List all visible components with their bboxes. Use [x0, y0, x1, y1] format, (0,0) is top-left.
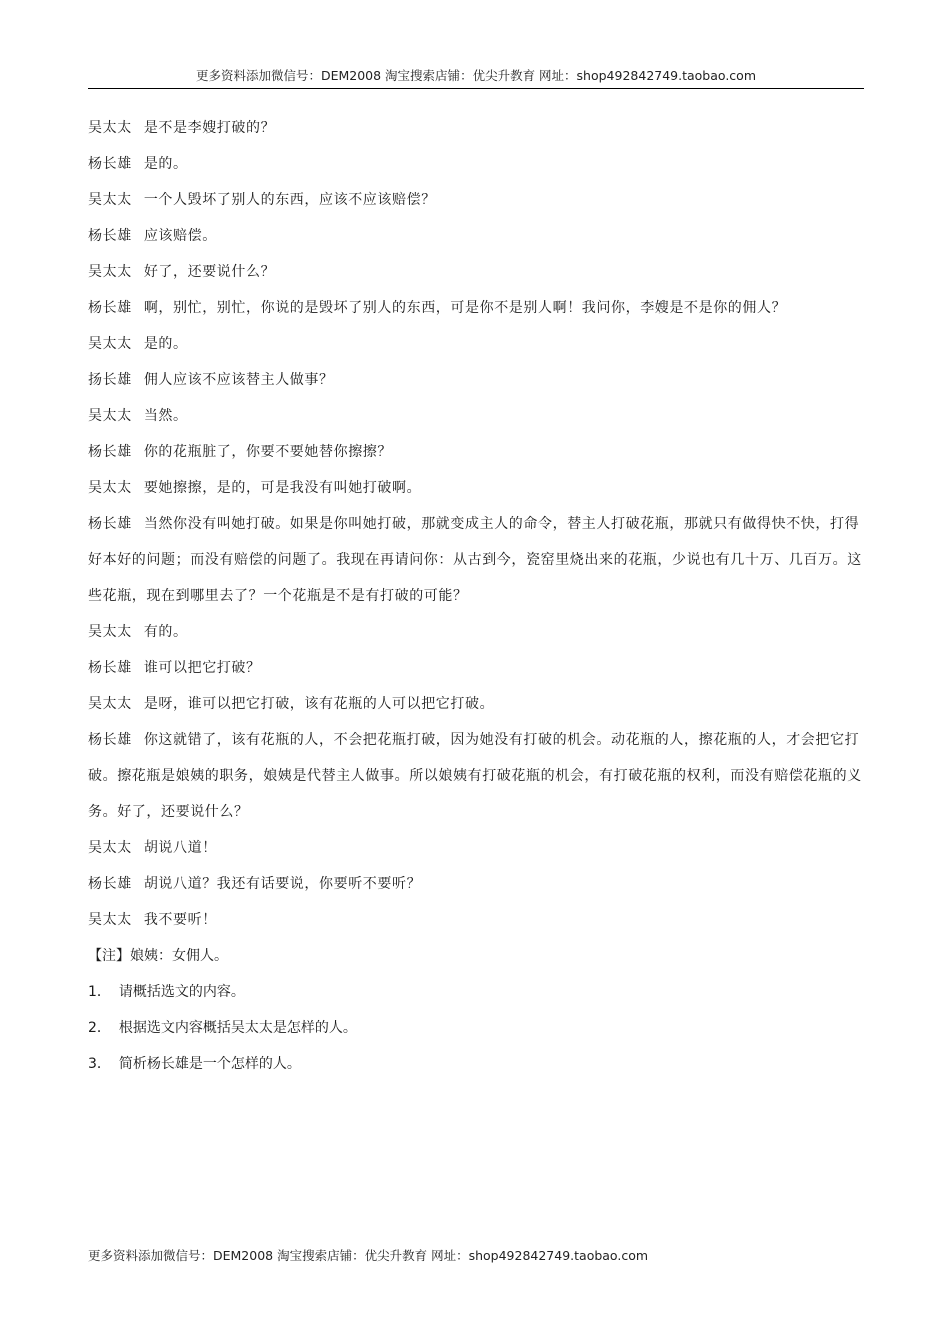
- speaker: 吴太太: [88, 696, 132, 712]
- question-item: [88, 1046, 864, 1082]
- question-number: 3．: [88, 1056, 111, 1072]
- dialogue-text: 是不是李嫂打破的？: [143, 120, 276, 136]
- question-text: 请概括选文的内容。: [118, 984, 245, 1000]
- question-text: 根据选文内容概括吴太太是怎样的人。: [118, 1020, 357, 1036]
- dialogue-line: [88, 506, 864, 614]
- dialogue-text: 是的。: [143, 156, 188, 172]
- document-body: [88, 110, 864, 1082]
- speaker: 杨长雄: [88, 732, 132, 748]
- speaker: 杨长雄: [88, 876, 132, 892]
- dialogue-text: 是的。: [143, 336, 188, 352]
- dialogue-text: 你这就错了，该有花瓶的人，不会把花瓶打破，因为她没有打破的机会。动花瓶的人，擦花瓶的人，才会把它打破。擦花瓶是娘姨的职务，娘姨是代替主人做事。所以娘姨有打破花瓶的机会，有打破花瓶的权利，而没有赔偿花瓶的义务。好了，还要说什么？: [88, 732, 862, 820]
- speaker: 吴太太: [88, 624, 132, 640]
- dialogue-line: [88, 902, 864, 938]
- speaker: 吴太太: [88, 120, 132, 136]
- dialogue-text: 你的花瓶脏了，你要不要她替你擦擦？: [143, 444, 393, 460]
- dialogue-text: 胡说八道！: [143, 840, 217, 856]
- dialogue-text: 有的。: [143, 624, 188, 640]
- speaker: 杨长雄: [88, 300, 132, 316]
- page-header: 更多资料添加微信号：DEM2008 淘宝搜索店铺：优尖升教育 网址：shop492842749.taobao.com: [88, 66, 864, 89]
- dialogue: [88, 110, 864, 938]
- question-number: 2．: [88, 1020, 111, 1036]
- speaker: 吴太太: [88, 264, 132, 280]
- speaker: 杨长雄: [88, 228, 132, 244]
- dialogue-line: [88, 326, 864, 362]
- dialogue-text: 胡说八道？我还有话要说，你要听不要听？: [143, 876, 422, 892]
- dialogue-text: 谁可以把它打破？: [143, 660, 261, 676]
- question-text: 简析杨长雄是一个怎样的人。: [118, 1056, 301, 1072]
- question-number: 1．: [88, 984, 111, 1000]
- dialogue-text: 佣人应该不应该替主人做事？: [143, 372, 334, 388]
- dialogue-line: [88, 254, 864, 290]
- dialogue-line: [88, 290, 864, 326]
- dialogue-text: 当然你没有叫她打破。如果是你叫她打破，那就变成主人的命令，替主人打破花瓶，那就只有做得快不快，打得好本好的问题；而没有赔偿的问题了。我现在再请问你：从古到今，瓷窑里烧出来的花瓶，少说也有几十万、几百万。这些花瓶，现在到哪里去了？一个花瓶是不是有打破的可能？: [88, 516, 862, 604]
- dialogue-text: 啊，别忙，别忙，你说的是毁坏了别人的东西，可是你不是别人啊！我问你，李嫂是不是你的佣人？: [143, 300, 787, 316]
- dialogue-line: [88, 434, 864, 470]
- dialogue-text: 一个人毁坏了别人的东西，应该不应该赔偿？: [143, 192, 436, 208]
- speaker: 扬长雄: [88, 372, 132, 388]
- speaker: 吴太太: [88, 912, 132, 928]
- speaker: 吴太太: [88, 336, 132, 352]
- dialogue-line: [88, 470, 864, 506]
- dialogue-line: [88, 146, 864, 182]
- speaker: 杨长雄: [88, 660, 132, 676]
- dialogue-text: 应该赔偿。: [143, 228, 217, 244]
- dialogue-line: [88, 722, 864, 830]
- question-item: [88, 974, 864, 1010]
- speaker: 吴太太: [88, 408, 132, 424]
- speaker: 杨长雄: [88, 156, 132, 172]
- dialogue-line: [88, 110, 864, 146]
- annotation-note: 【注】娘姨：女佣人。: [88, 948, 228, 964]
- page-footer: 更多资料添加微信号：DEM2008 淘宝搜索店铺：优尖升教育 网址：shop492842749.taobao.com: [88, 1248, 649, 1263]
- dialogue-line: [88, 686, 864, 722]
- speaker: 杨长雄: [88, 516, 132, 532]
- dialogue-text: 我不要听！: [143, 912, 217, 928]
- dialogue-line: [88, 866, 864, 902]
- dialogue-line: [88, 650, 864, 686]
- dialogue-line: [88, 218, 864, 254]
- speaker: 杨长雄: [88, 444, 132, 460]
- speaker: 吴太太: [88, 480, 132, 496]
- dialogue-line: [88, 182, 864, 218]
- speaker: 吴太太: [88, 192, 132, 208]
- dialogue-line: [88, 830, 864, 866]
- dialogue-text: 当然。: [143, 408, 188, 424]
- dialogue-line: [88, 398, 864, 434]
- question-item: [88, 1010, 864, 1046]
- dialogue-line: [88, 362, 864, 398]
- dialogue-text: 是呀，谁可以把它打破，该有花瓶的人可以把它打破。: [143, 696, 495, 712]
- speaker: 吴太太: [88, 840, 132, 856]
- dialogue-text: 好了，还要说什么？: [143, 264, 276, 280]
- dialogue-text: 要她擦擦，是的，可是我没有叫她打破啊。: [143, 480, 422, 496]
- dialogue-line: [88, 614, 864, 650]
- question-list: [88, 974, 864, 1082]
